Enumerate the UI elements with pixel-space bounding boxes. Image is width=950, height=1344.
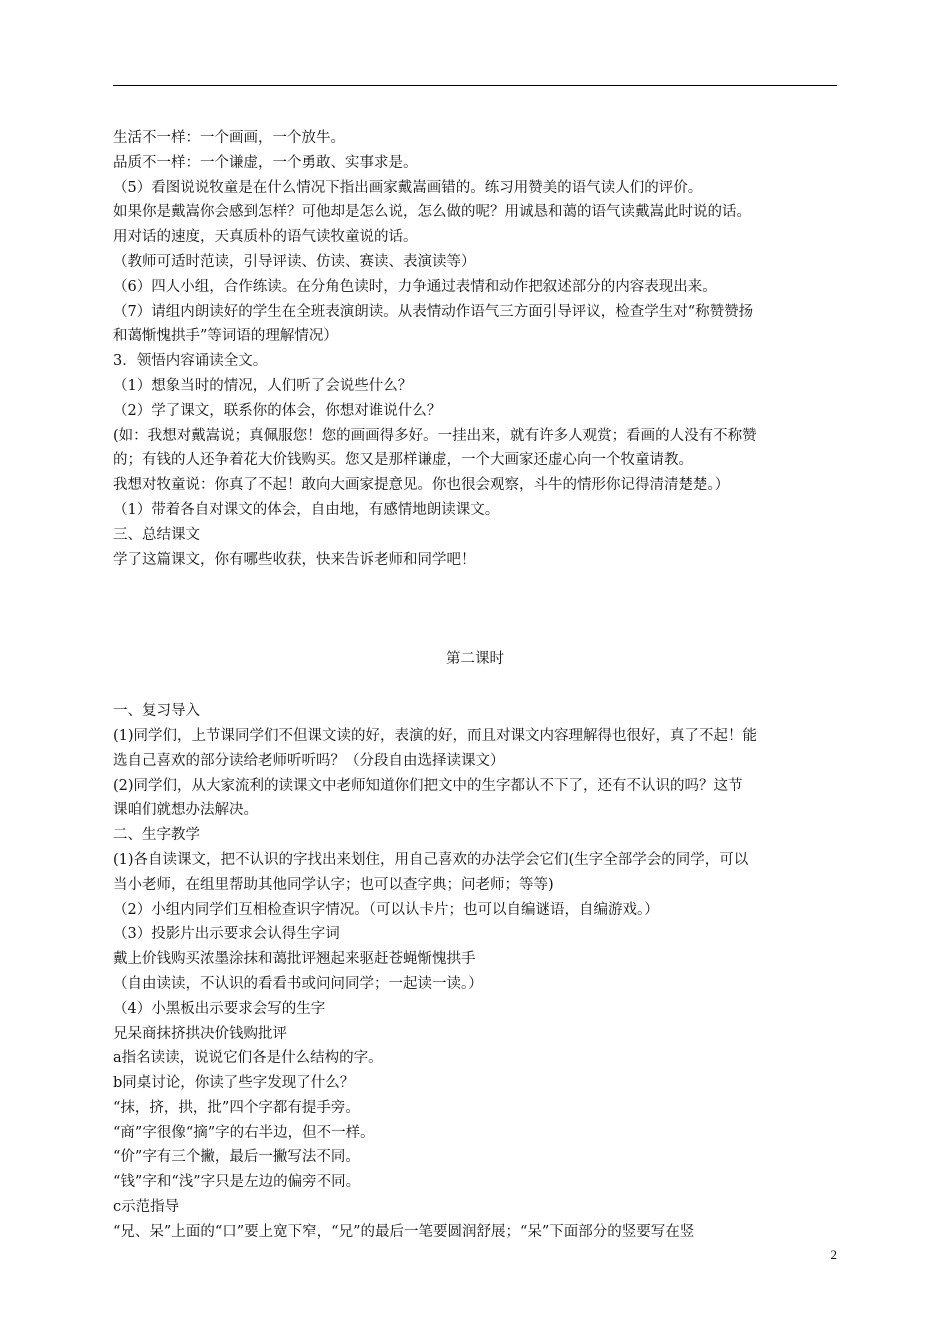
text-line: （自由读读，不认识的看看书或问问同学；一起读一读。）: [113, 975, 483, 992]
text-line: 品质不一样：一个谦虚，一个勇敢、实事求是。: [113, 154, 418, 171]
text-line: “商”字很像“摘”字的右半边，但不一样。: [113, 1124, 375, 1141]
text-line: 3．领悟内容诵读全文。: [113, 353, 268, 370]
text-line: 的；有钱的人还争着花大价钱购买。您又是那样谦虚，一个大画家还虚心向一个牧童请教。: [113, 452, 693, 469]
text-line: 一、复习导入: [113, 703, 200, 720]
text-line: （2）小组内同学们互相检查识字情况。（可以认卡片；也可以自编谜语，自编游戏。）: [113, 901, 659, 918]
document-body: [113, 126, 837, 1245]
page-number: 2: [830, 1247, 837, 1262]
text-line: (如：我想对戴嵩说；真佩服您！您的画画得多好。一挂出来，就有许多人观赏；看画的人没有不称赞: [113, 427, 757, 444]
text-line: 用对话的速度，天真质朴的语气读牧童说的话。: [113, 229, 418, 246]
text-line: b同桌讨论，你读了些字发现了什么？: [113, 1075, 355, 1092]
text-line: “抹，挤，拱，批”四个字都有提手旁。: [113, 1099, 360, 1116]
text-line: 二、生字教学: [113, 827, 200, 844]
text-line: 兄呆商抹挤拱决价钱购批评: [113, 1025, 287, 1042]
text-line: （2）学了课文，联系你的体会，你想对谁说什么？: [113, 402, 442, 419]
text-line: 课咱们就想办法解决。: [113, 802, 258, 819]
text-line: （1）想象当时的情况，人们听了会说些什么？: [113, 377, 413, 394]
text-line: 当小老师，在组里帮助其他同学认字；也可以查字典；问老师；等等): [113, 876, 554, 893]
text-line: (2)同学们，从大家流利的读课文中老师知道你们把文中的生字都认不下了，还有不认识的吗？这节: [113, 777, 743, 794]
text-line: 选自己喜欢的部分读给老师听听吗？（分段自由选择读课文）: [113, 752, 505, 769]
text-line: （6）四人小组，合作练读。在分角色读时，力争通过表情和动作把叙述部分的内容表现出来。: [113, 278, 717, 295]
text-line: a指名读读，说说它们各是什么结构的字。: [113, 1050, 383, 1067]
text-line: “兄、呆”上面的“口”要上宽下窄，“兄”的最后一笔要圆润舒展；“呆”下面部分的竖要写在竖: [113, 1223, 695, 1240]
text-line: （3）投影片出示要求会认得生字词: [113, 926, 340, 943]
text-line: 我想对牧童说：你真了不起！敢向大画家提意见。你也很会观察，斗牛的情形你记得清清楚楚。）: [113, 477, 730, 494]
text-line: 三、总结课文: [113, 526, 200, 543]
text-line: c示范指导: [113, 1199, 180, 1216]
lesson-one-section: [113, 126, 837, 572]
text-line: 和蔼惭愧拱手”等词语的理解情况）: [113, 328, 338, 345]
text-line: （教师可适时范读，引导评读、仿读、赛读、表演读等）: [113, 253, 476, 270]
lesson-two-section: [113, 699, 837, 1245]
text-line: (1)同学们，上节课同学们不但课文读的好，表演的好，而且对课文内容理解得也很好，真了不起！能: [113, 727, 758, 744]
text-line: （7）请组内朗读好的学生在全班表演朗读。从表情动作语气三方面引导评议，检查学生对“称赞赞扬: [113, 303, 754, 320]
text-line: (1)各自读课文，把不认识的字找出来划住，用自己喜欢的办法学会它们(生字全部学会的同学，可以: [113, 851, 749, 868]
text-line: （5）看图说说牧童是在什么情况下指出画家戴嵩画错的。练习用赞美的语气读人们的评价。: [113, 179, 703, 196]
text-line: “价”字有三个撇，最后一撇写法不同。: [113, 1149, 360, 1166]
text-line: 学了这篇课文，你有哪些收获，快来告诉老师和同学吧！: [113, 551, 476, 568]
text-line: 戴上价钱购买浓墨涂抹和蔼批评翘起来驱赶苍蝇惭愧拱手: [113, 951, 476, 968]
text-line: “钱”字和“浅”字只是左边的偏旁不同。: [113, 1174, 361, 1191]
text-line: 生活不一样：一个画画，一个放牛。: [113, 130, 345, 146]
section-title: 第二课时: [446, 651, 504, 668]
text-line: （4）小黑板出示要求会写的生字: [113, 1000, 326, 1017]
text-line: （1）带着各自对课文的体会，自由地，有感情地朗读课文。: [113, 501, 500, 518]
header-rule: [113, 85, 837, 86]
text-line: 如果你是戴嵩你会感到怎样？可他却是怎么说，怎么做的呢？用诚恳和蔼的语气读戴嵩此时说的话。: [113, 204, 751, 221]
